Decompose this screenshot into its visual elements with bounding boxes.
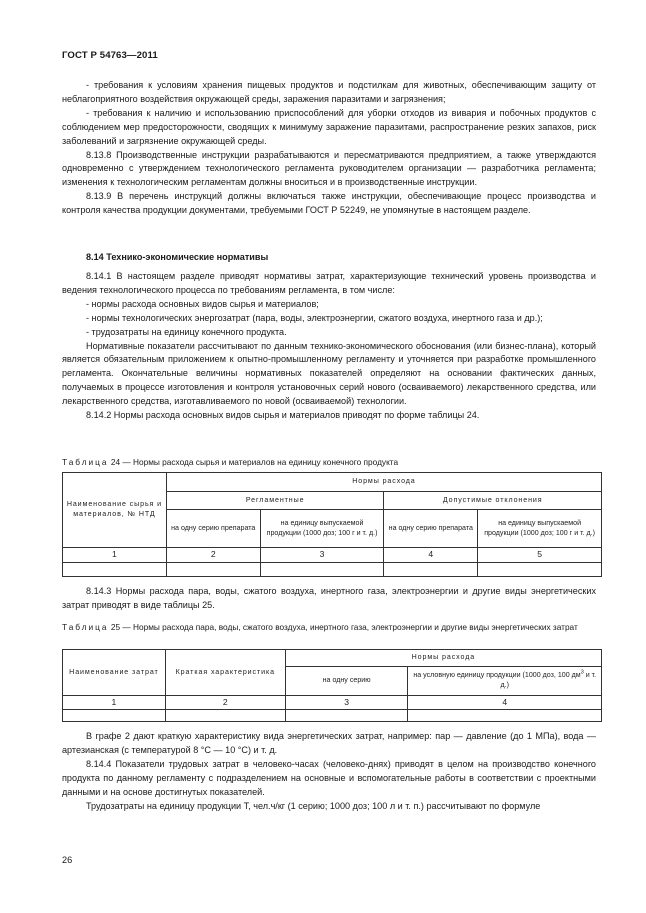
paragraph: Нормативные показатели рассчитывают по данным технико-экономического обоснования (или бизнес-плана), который является обязательным приложением к опытно-промышленному регламенту и уточняется при разработке промышленного регламента. Окончательные величины нормативных показателей определяют на основании фактических данных, получаемых в процессе изготовления и контроля установочных серий нового (осваиваемого) лекарственного средства, или лекарственного средства, изготавливаемого по новой (осваиваемой) технологии. bbox=[62, 340, 596, 407]
table-header-cell bbox=[408, 667, 602, 696]
caption-text: 25 — Нормы расхода пара, воды, сжатого воздуха, инертного газа, электроэнергии и другие виды энергетических затрат bbox=[110, 622, 578, 632]
table-cell-empty bbox=[408, 710, 602, 722]
table-column-number: 4 bbox=[384, 548, 478, 563]
table-header-cell: на одну серию bbox=[285, 667, 408, 696]
table-header-cell: Нормы расхода bbox=[285, 650, 601, 667]
table-cell-empty bbox=[260, 563, 384, 577]
table-column-number: 1 bbox=[63, 696, 166, 710]
caption-word: Таблица bbox=[62, 622, 109, 632]
table-column-number: 3 bbox=[285, 696, 408, 710]
table-header-cell: на одну серию препарата bbox=[166, 510, 260, 548]
paragraph: Трудозатраты на единицу продукции Т, чел.ч/кг (1 серию; 1000 доз; 100 л и т. п.) рассчитывают по формуле bbox=[86, 800, 541, 811]
table-header-cell: на единицу выпускаемой продукции (1000 доз; 100 г и т. д.) bbox=[260, 510, 384, 548]
header-text-part: на условную единицу продукции (1000 доз, 100 дм bbox=[413, 671, 581, 680]
document-code-header: ГОСТ Р 54763—2011 bbox=[62, 50, 158, 61]
caption-word: Таблица bbox=[62, 457, 109, 467]
table-header-cell: Наименование сырья и материалов, № НТД bbox=[63, 473, 167, 548]
table-header-cell: на одну серию препарата bbox=[384, 510, 478, 548]
table-cell-empty bbox=[63, 710, 166, 722]
paragraph: 8.14.1 В настоящем разделе приводят нормативы затрат, характеризующие технический уровень производства и ведения технологического процесса по требованиям регламента, в том числе: bbox=[62, 271, 596, 295]
text-block-8-13 bbox=[62, 79, 596, 218]
list-item: - трудозатраты на единицу конечного продукта. bbox=[86, 326, 287, 337]
table-column-number: 3 bbox=[260, 548, 384, 563]
table-header-cell: Допустимые отклонения bbox=[384, 492, 602, 510]
table-column-number: 5 bbox=[478, 548, 602, 563]
table-25 bbox=[62, 649, 602, 722]
table-column-number: 4 bbox=[408, 696, 602, 710]
table-cell-empty bbox=[478, 563, 602, 577]
text-block-8-14 bbox=[62, 270, 596, 423]
table-24-caption bbox=[62, 457, 602, 468]
paragraph: - требования к наличию и использованию приспособлений для уборки отходов из вивария и побочных продуктов с соблюдением мер предосторожности, сводящих к минимуму заражение паразитами, распространение резких запахов, риск заболеваний и загрязнение окружающей среды. bbox=[62, 107, 596, 146]
superscript: 3 bbox=[580, 670, 584, 677]
table-header-cell: Регламентные bbox=[166, 492, 384, 510]
table-cell-empty bbox=[166, 563, 260, 577]
text-block-8-14-3 bbox=[62, 585, 596, 613]
paragraph: 8.14.2 Нормы расхода основных видов сырья и материалов приводят по форме таблицы 24. bbox=[86, 410, 480, 421]
table-cell-empty bbox=[285, 710, 408, 722]
table-cell-empty bbox=[63, 563, 167, 577]
table-25-caption bbox=[62, 622, 602, 633]
table-column-number: 2 bbox=[165, 696, 285, 710]
table-header-cell: Наименование затрат bbox=[63, 650, 166, 696]
table-column-number: 2 bbox=[166, 548, 260, 563]
table-header-cell: Нормы расхода bbox=[166, 473, 601, 492]
paragraph: 8.13.9 В перечень инструкций должны включаться также инструкции, обеспечивающие процесс производства и контроля качества продукции документами, требуемыми ГОСТ Р 52249, не упомянутые в настоящем разделе. bbox=[62, 191, 596, 216]
table-header-cell: на единицу выпускаемой продукции (1000 доз; 100 г и т. д.) bbox=[478, 510, 602, 548]
list-item: - нормы расхода основных видов сырья и материалов; bbox=[86, 298, 319, 309]
text-block-final bbox=[62, 730, 596, 813]
caption-text: 24 — Нормы расхода сырья и материалов на единицу конечного продукта bbox=[110, 457, 399, 467]
page-number: 26 bbox=[62, 855, 73, 865]
header-text-part: и т. д.) bbox=[500, 671, 597, 689]
paragraph: 8.14.3 Нормы расхода пара, воды, сжатого воздуха, инертного газа, электроэнергии и другие виды энергетических затрат приводят в виде таблицы 25. bbox=[62, 586, 596, 610]
table-cell-empty bbox=[384, 563, 478, 577]
list-item: - нормы технологических энергозатрат (пара, воды, электроэнергии, сжатого воздуха, инертного газа и др.); bbox=[86, 312, 543, 323]
paragraph: - требования к условиям хранения пищевых продуктов и подстилкам для животных, обеспечивающим защиту от неблагоприятного воздействия окружающей среды, заражения паразитами и загрязнения; bbox=[62, 80, 596, 104]
paragraph: 8.13.8 Производственные инструкции разрабатываются и пересматриваются предприятием, а также утверждаются одновременно с утверждением технологического регламента руководителем организации — разработчика регламента; изменения к технологическим регламентам должны вноситься и в производственные инструкции. bbox=[62, 149, 596, 188]
table-cell-empty bbox=[165, 710, 285, 722]
paragraph: В графе 2 дают краткую характеристику вида энергетических затрат, например: пар — давление (до 1 МПа), вода — артезианская (с температурой 8 °С — 10 °С) и т. д. bbox=[62, 731, 596, 755]
table-column-number: 1 bbox=[63, 548, 167, 563]
paragraph: 8.14.4 Показатели трудовых затрат в человеко-часах (человеко-днях) приводят в целом на производство конечного продукта по данному регламенту с подразделением на основные и вспомогательные работы в соответствии с проектными данными и на основе достигнутых показателей. bbox=[62, 758, 596, 797]
section-heading-8-14: 8.14 Технико-экономические нормативы bbox=[86, 252, 269, 262]
table-24 bbox=[62, 472, 602, 577]
table-header-cell: Краткая характеристика bbox=[165, 650, 285, 696]
